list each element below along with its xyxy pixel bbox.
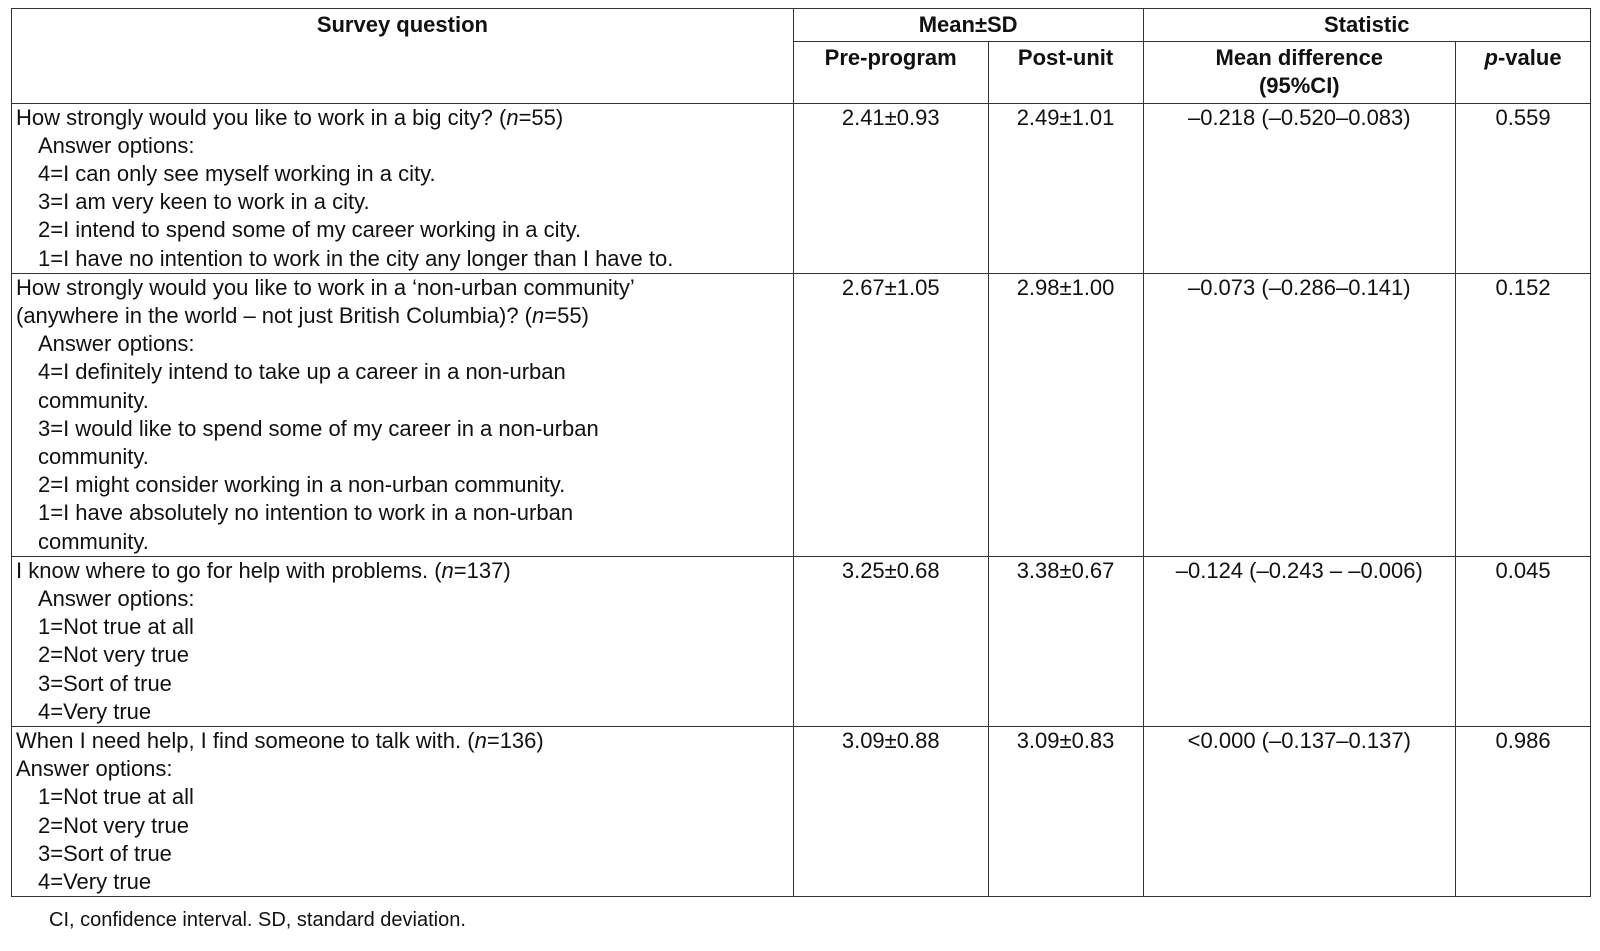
table-row [12, 103, 1591, 273]
table-row [12, 273, 1591, 556]
answer-options-label: Answer options: [16, 756, 173, 782]
n-value: =137) [453, 557, 511, 583]
post-unit-value: 2.98±1.00 [988, 273, 1143, 556]
question-text-line2 [16, 302, 789, 330]
answer-option: 2=Not very true [38, 642, 190, 668]
answer-option: 4=I can only see myself working in a city. [38, 161, 436, 187]
header-p-italic: p [1484, 45, 1498, 71]
n-value: =55) [518, 104, 564, 130]
mean-difference-value: –0.218 (–0.520–0.083) [1143, 103, 1456, 273]
mean-difference-value: –0.124 (–0.243 – –0.006) [1143, 556, 1456, 726]
question-cell [12, 556, 794, 726]
question-cell [12, 273, 794, 556]
question-text [16, 104, 789, 132]
p-value: 0.045 [1456, 556, 1591, 726]
answer-option: 4=Very true [38, 869, 152, 895]
n-label: n [441, 557, 454, 583]
header-group-mean-sd: Mean±SD [793, 9, 1143, 42]
question-cell [12, 103, 794, 273]
n-value: =136) [486, 728, 544, 754]
question-label: (anywhere in the world – not just British Columbia)? ( [16, 303, 533, 329]
pre-program-value: 2.41±0.93 [793, 103, 988, 273]
question-text [16, 557, 789, 585]
question-label: How strongly would you like to work in a big city? ( [16, 104, 507, 130]
answer-options-label: Answer options: [38, 586, 195, 612]
answer-option: 3=Sort of true [38, 670, 172, 696]
table-footnote: CI, confidence interval. SD, standard deviation. [49, 909, 466, 931]
n-label: n [506, 104, 519, 130]
pre-program-value: 3.25±0.68 [793, 556, 988, 726]
mean-difference-value: –0.073 (–0.286–0.141) [1143, 273, 1456, 556]
header-post-unit: Post-unit [988, 42, 1143, 103]
answer-option: 2=Not very true [38, 812, 190, 838]
header-row-group [12, 9, 1591, 42]
question-label: When I need help, I find someone to talk with. ( [16, 728, 475, 754]
n-label: n [474, 728, 487, 754]
n-value: =55) [544, 303, 589, 329]
post-unit-value: 3.09±0.83 [988, 727, 1143, 897]
header-p-rest: -value [1497, 45, 1562, 71]
answer-option: 1=I have no intention to work in the city any longer than I have to. [38, 245, 674, 271]
answer-options-label: Answer options: [38, 331, 195, 357]
p-value: 0.152 [1456, 273, 1591, 556]
question-text-line1: How strongly would you like to work in a ‘non-urban community’ [16, 274, 635, 300]
n-label: n [532, 303, 545, 329]
survey-results-table [11, 8, 1591, 897]
p-value: 0.986 [1456, 727, 1591, 897]
answer-option: 2=I intend to spend some of my career working in a city. [38, 217, 582, 243]
header-pre-program: Pre-program [793, 42, 988, 103]
post-unit-value: 3.38±0.67 [988, 556, 1143, 726]
p-value: 0.559 [1456, 103, 1591, 273]
header-mean-difference [1143, 42, 1456, 103]
header-group-statistic: Statistic [1143, 9, 1591, 42]
answer-option: 3=Sort of true [38, 840, 172, 866]
answer-option: 1=Not true at all [38, 614, 194, 640]
header-survey-question: Survey question [12, 9, 794, 104]
answer-option: 4=I definitely intend to take up a career in a non-urban community. [38, 359, 566, 413]
header-mean-difference-line1: Mean difference [1215, 45, 1384, 71]
question-label: I know where to go for help with problems. ( [16, 557, 442, 583]
answer-options-label: Answer options: [38, 132, 195, 158]
answer-option: 1=I have absolutely no intention to work in a non-urban community. [38, 500, 574, 554]
answer-option: 1=Not true at all [38, 784, 194, 810]
pre-program-value: 2.67±1.05 [793, 273, 988, 556]
question-text [16, 727, 789, 755]
answer-option: 3=I am very keen to work in a city. [38, 189, 370, 215]
answer-option: 3=I would like to spend some of my career in a non-urban community. [38, 415, 599, 470]
header-p-value [1456, 42, 1591, 103]
pre-program-value: 3.09±0.88 [793, 727, 988, 897]
post-unit-value: 2.49±1.01 [988, 103, 1143, 273]
table-row [12, 556, 1591, 726]
mean-difference-value: <0.000 (–0.137–0.137) [1143, 727, 1456, 897]
answer-option: 2=I might consider working in a non-urban community. [38, 472, 566, 498]
question-cell [12, 727, 794, 897]
table-row [12, 727, 1591, 897]
header-mean-difference-line2: (95%CI) [1258, 73, 1340, 99]
answer-option: 4=Very true [38, 698, 152, 724]
